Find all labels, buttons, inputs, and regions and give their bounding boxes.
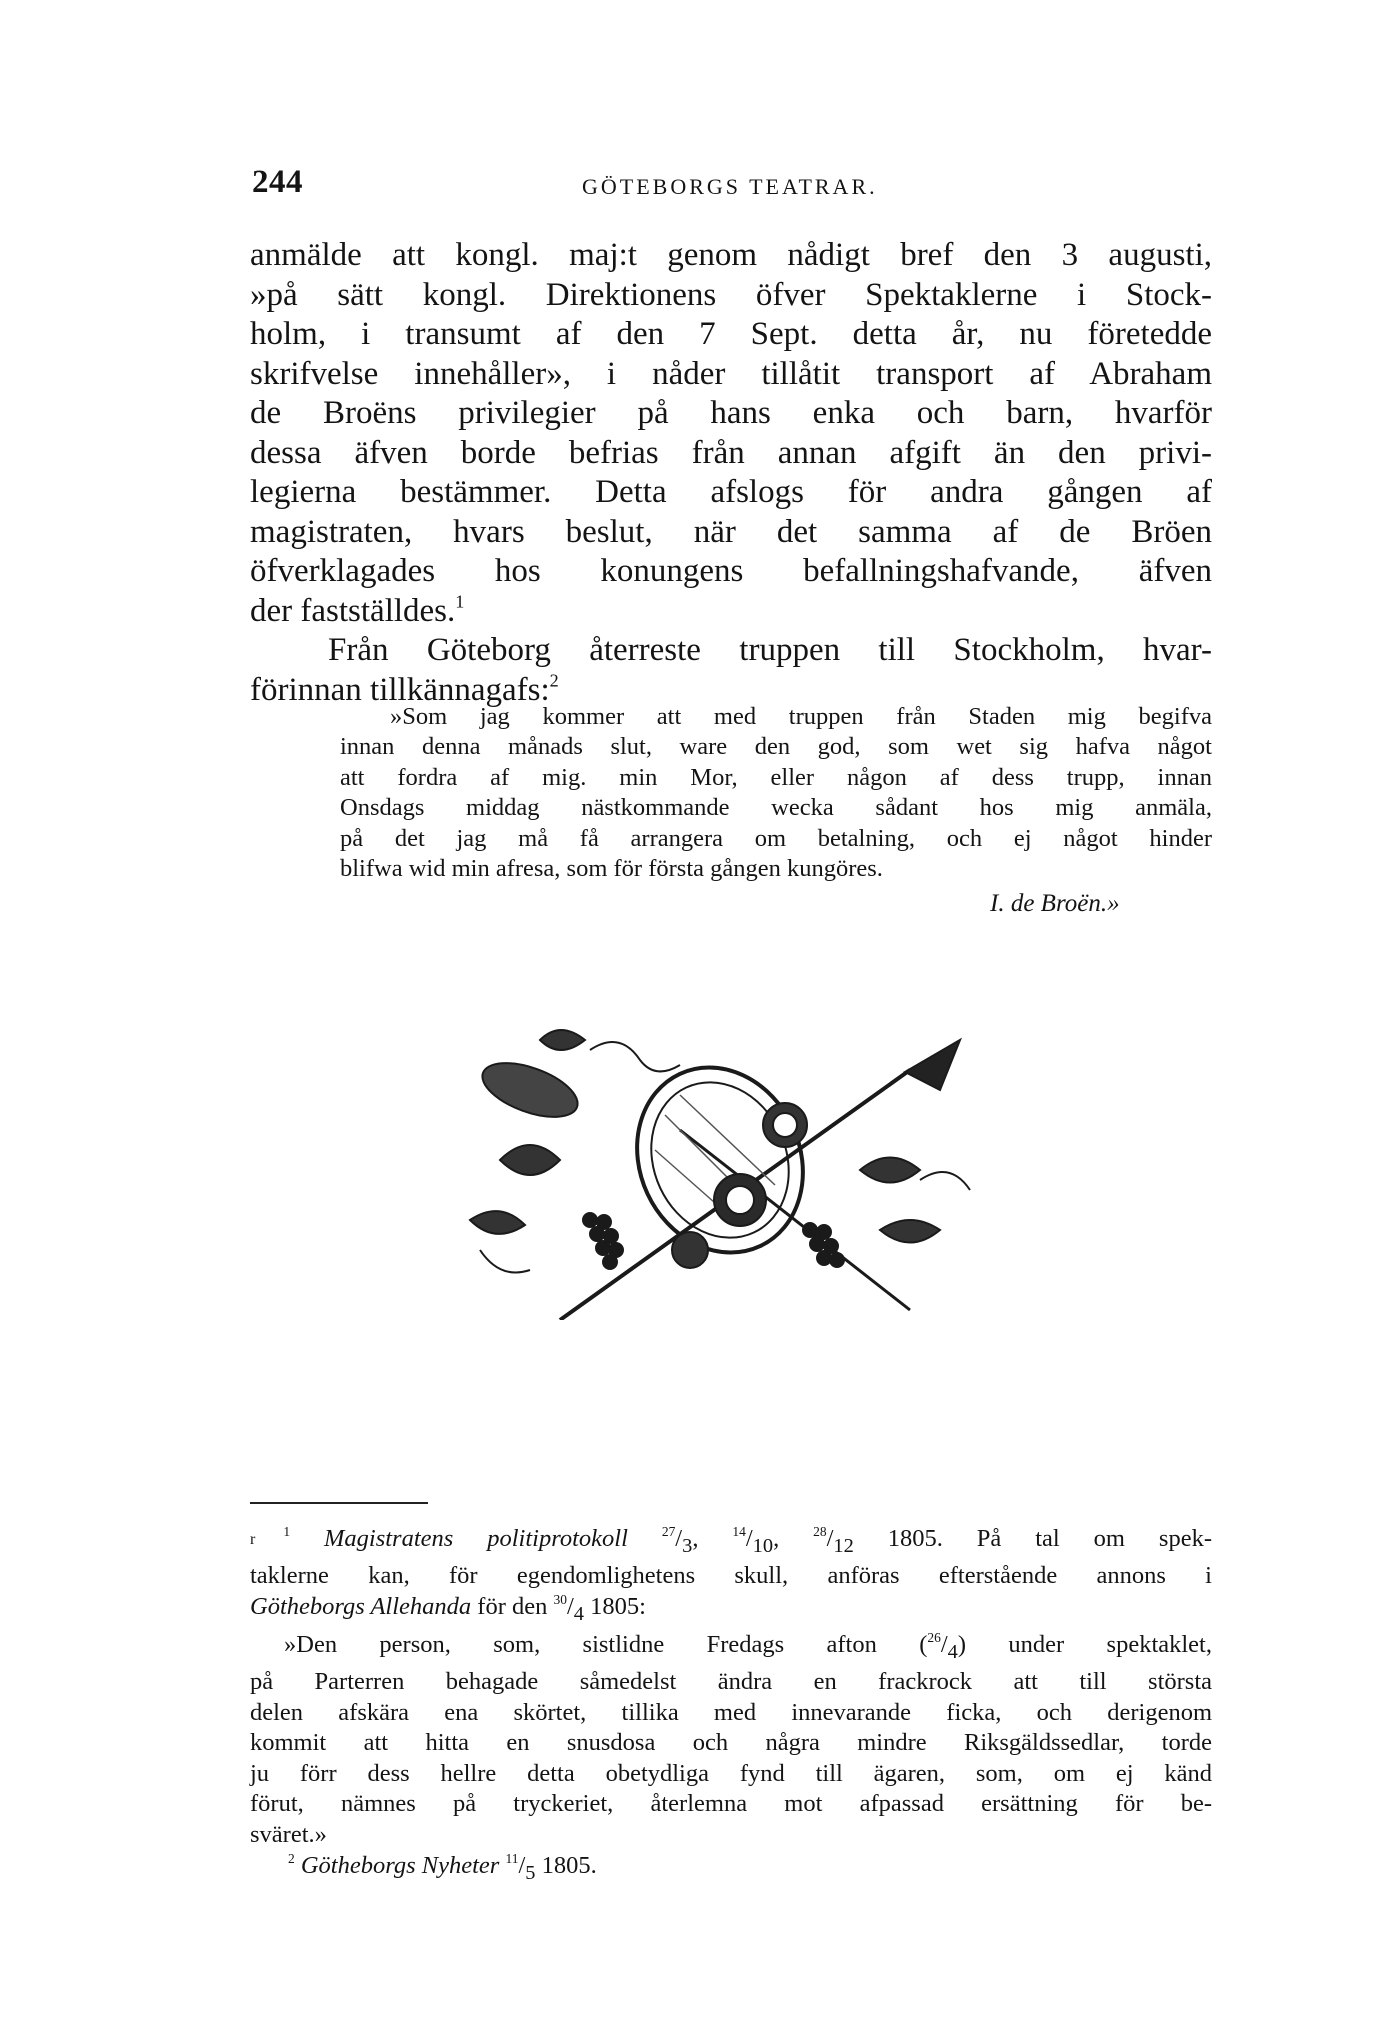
- body-line: legierna bestämmer. Detta afslogs för andra gången af: [250, 474, 1212, 510]
- quote-line: Onsdags middag nästkommande wecka sådant hos mig anmäla,: [340, 794, 1212, 822]
- footnote-quote-line: kommit att hitta en snusdosa och några mindre Riksgäldssedlar, torde: [250, 1729, 1212, 1757]
- quote-signature: I. de Broën.»: [990, 890, 1120, 917]
- footnote-rule: [250, 1502, 428, 1504]
- footnote-quote-line: sväret.»: [250, 1821, 327, 1849]
- body-line: [250, 592, 1212, 632]
- quote-line: innan denna månads slut, ware den god, som wet sig hafva något: [340, 733, 1212, 761]
- date-numerator: 11: [505, 1850, 519, 1866]
- date-denominator: 3: [682, 1534, 693, 1557]
- footnote-quote-line: »Den person, som, sistlidne Fredags afton $(^{26}/_4)$ under spektaklet,: [284, 1629, 1212, 1663]
- newspaper-title: Götheborgs Nyheter: [300, 1851, 500, 1879]
- footnote-1-line: taklerne kan, för egendomlighetens skull, anföras efterstående annons i: [250, 1562, 1212, 1590]
- footnote-quote-line: ju förr dess hellre detta obetydliga fynd till ägaren, som, om ej känd: [250, 1759, 1212, 1787]
- footnote-ref-2: 2: [549, 669, 559, 690]
- date-denominator: 5: [525, 1861, 536, 1884]
- body-line: magistraten, hvars beslut, när det samma af de Bröen: [250, 513, 1212, 550]
- footnote-text: 1805. På tal om spek-: [887, 1525, 1212, 1552]
- date-numerator: 28: [813, 1523, 827, 1539]
- footnote-quote-line: delen afskära ena skörtet, tillika med innevarande ficka, och derigenom: [250, 1698, 1212, 1726]
- date-numerator: 27: [661, 1523, 676, 1539]
- footnote-text: 1805.: [541, 1851, 597, 1879]
- footnote-number-1: 1: [283, 1523, 291, 1539]
- quote-line: »Som jag kommer att med truppen från Staden mig begifva: [390, 703, 1212, 730]
- date-denominator: 10: [752, 1534, 774, 1557]
- newspaper-title: Götheborgs Allehanda: [250, 1593, 472, 1621]
- body-line: skrifvelse innehåller», i nåder tillåtit transport af Abraham: [250, 355, 1212, 392]
- quote-line: att fordra af mig. min Mor, eller någon af dess trupp, innan: [340, 763, 1212, 791]
- quote-line: blifwa wid min afresa, som för första gången kungöres.: [340, 855, 883, 883]
- body-line: holm, i transumt af den 7 Sept. detta år, nu företedde: [250, 316, 1212, 352]
- announcement-quote: [340, 702, 1212, 884]
- footnote-1-line: Götheborgs Allehanda för den $^{30}/_4$ 1805:: [250, 1591, 646, 1625]
- body-line-text: der fastställdes.: [250, 592, 456, 629]
- footnote-source-title: Magistratens politiprotokoll: [324, 1525, 628, 1552]
- footnote-text: ) under spektaklet,: [957, 1630, 1212, 1658]
- date-denominator: 4: [947, 1640, 958, 1663]
- date-numerator: 30: [553, 1591, 567, 1607]
- footnote-1-line: r $^1$ Magistratens politiprotokoll $^{27}/_3$, $^{14}/_{10}$, $^{28}/_{12}$ 1805. På tal om spek-: [250, 1523, 1212, 1557]
- body-line: anmälde att kongl. maj:t genom nådigt bref den 3 augusti,: [250, 237, 1212, 273]
- footnote-number-2: 2: [288, 1850, 295, 1866]
- body-line: »på sätt kongl. Direktionens öfver Spektaklerne i Stock-: [250, 276, 1212, 313]
- footnote-text: för den: [477, 1593, 548, 1621]
- body-line-text: förinnan tillkännagafs:: [250, 671, 550, 708]
- body-line: dessa äfven borde befrias från annan afgift än den privi-: [250, 434, 1212, 471]
- body-line: öfverklagades hos konungens befallningshafvande, äfven: [250, 553, 1212, 589]
- body-text: [250, 236, 1212, 710]
- footnote-quote-line: på Parterren behagade såmedelst ändra en frackrock att till största: [250, 1668, 1212, 1696]
- date-numerator: 14: [732, 1523, 746, 1539]
- body-line: de Broëns privilegier på hans enka och barn, hvarför: [250, 395, 1212, 431]
- date-denominator: 4: [573, 1602, 584, 1625]
- body-line: Från Göteborg återreste truppen till Stockholm, hvar-: [328, 632, 1212, 668]
- stray-mark: r: [250, 1531, 256, 1548]
- page-number: 244: [252, 164, 303, 200]
- footnote-2-line: $^2$ Götheborgs Nyheter $^{11}/_5$ 1805.: [288, 1850, 597, 1884]
- footnote-quote-line: förut, nämnes på tryckeriet, återlemna mot afpassad ersättning för be-: [250, 1790, 1212, 1818]
- footnote-text: 1805:: [590, 1593, 646, 1621]
- floral-trophy-ornament-icon: [440, 1020, 1000, 1320]
- date-denominator: 12: [833, 1534, 854, 1557]
- date-numerator: 26: [927, 1629, 941, 1645]
- running-head: [252, 164, 1216, 208]
- running-title: GÖTEBORGS TEATRAR.: [582, 174, 878, 199]
- footnotes: [250, 1524, 1212, 1888]
- footnote-ref-1: 1: [455, 590, 465, 611]
- footnote-text: »Den person, som, sistlidne Fredags afton (: [284, 1630, 928, 1658]
- quote-line: på det jag må få arrangera om betalning, och ej något hinder: [340, 824, 1212, 852]
